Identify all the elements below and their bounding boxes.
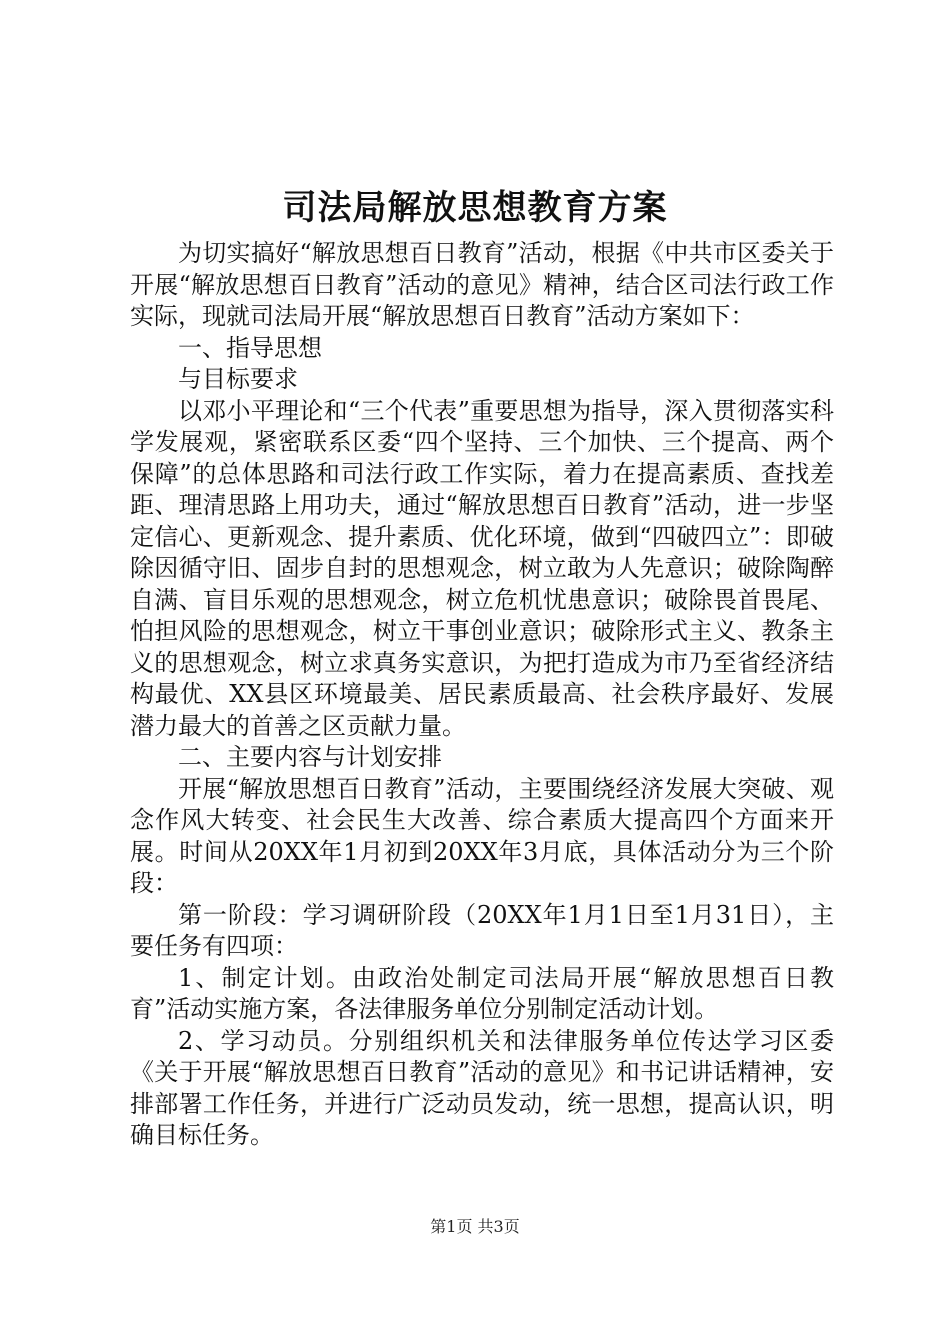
heading-goal-requirements: 与目标要求	[178, 365, 298, 393]
heading-main-content: 二、主要内容与计划安排	[178, 743, 442, 771]
paragraph-item-plan: 1、制定计划。由政治处制定司法局开展“解放思想百日教育”活动实施方案，各法律服务单位分别制定活动计划。	[130, 963, 834, 1023]
page-number-footer: 第1页 共3页	[430, 1217, 520, 1236]
paragraph-activity-overview: 开展“解放思想百日教育”活动，主要围绕经济发展大突破、观念作风大转变、社会民生大改善、综合素质大提高四个方面来开展。时间从20XX年1月初到20XX年3月底，具体活动分为三个阶段：	[130, 774, 834, 897]
document-body	[130, 238, 834, 1152]
heading-guiding-thought: 一、指导思想	[178, 333, 322, 362]
paragraph-item-mobilize: 2、学习动员。分别组织机关和法律服务单位传达学习区委《关于开展“解放思想百日教育”活动的意见》和书记讲话精神，安排部署工作任务，并进行广泛动员发动，统一思想，提高认识，明确目标任务。	[130, 1026, 834, 1149]
paragraph-phase-one: 第一阶段：学习调研阶段（20XX年1月1日至1月31日），主要任务有四项：	[130, 900, 834, 960]
document-title: 司法局解放思想教育方案	[282, 188, 668, 228]
paragraph-intro: 为切实搞好“解放思想百日教育”活动，根据《中共市区委关于开展“解放思想百日教育”活动的意见》精神，结合区司法行政工作实际，现就司法局开展“解放思想百日教育”活动方案如下：	[130, 239, 834, 330]
paragraph-guiding-content: 以邓小平理论和“三个代表”重要思想为指导，深入贯彻落实科学发展观，紧密联系区委“四个坚持、三个加快、三个提高、两个保障”的总体思路和司法行政工作实际，着力在提高素质、查找差距、理清思路上用功夫，通过“解放思想百日教育”活动，进一步坚定信心、更新观念、提升素质、优化环境，做到“四破四立”：即破除因循守旧、固步自封的思想观念，树立敢为人先意识；破除陶醉自满、盲目乐观的思想观念，树立危机忧患意识；破除畏首畏尾、怕担风险的思想观念，树立干事创业意识；破除形式主义、教条主义的思想观念，树立求真务实意识，为把打造成为市乃至省经济结构最优、XX县区环境最美、居民素质最高、社会秩序最好、发展潜力最大的首善之区贡献力量。	[130, 396, 834, 740]
